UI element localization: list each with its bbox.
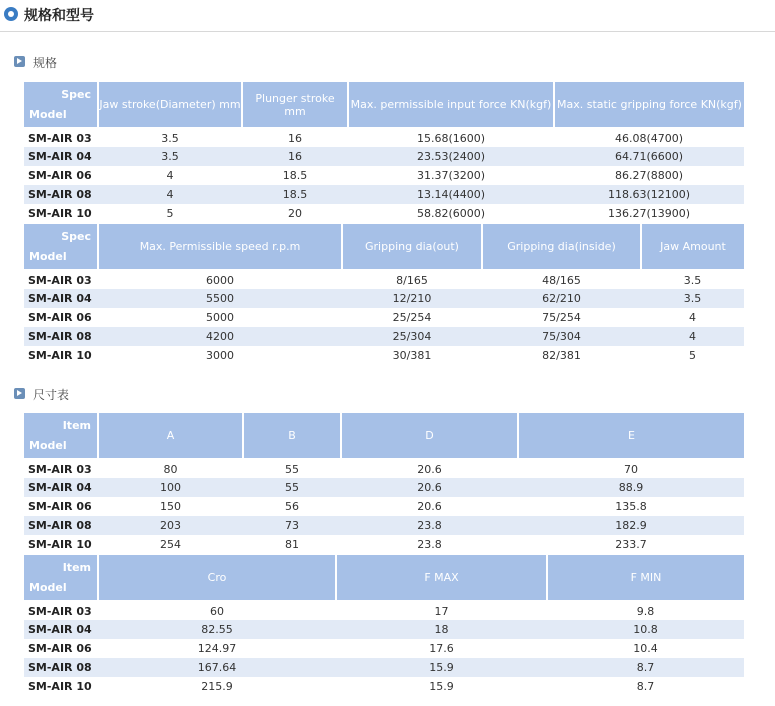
model-cell: SM-AIR 08 [24,327,98,346]
value-cell: 15.68(1600) [416,131,486,145]
value-cell: 23.53(2400) [348,147,554,166]
value-cell: 16 [242,147,348,166]
value-cell: 81 [285,538,299,551]
value-cell: 18 [336,620,547,639]
section-spec-label: 规格 [33,56,58,70]
value-cell: 23.8 [341,516,518,535]
corner-bottom-label: Model [29,250,67,263]
corner-top-label: Spec [61,88,91,101]
dimension-table-1 [24,413,744,554]
model-cell: SM-AIR 10 [28,207,92,220]
value-cell: 135.8 [615,500,647,513]
arrow-bullet-icon [14,388,25,399]
value-cell: 4 [689,311,696,324]
value-cell: 55 [243,478,341,497]
model-cell: SM-AIR 04 [24,147,98,166]
value-cell: 58.82(6000) [416,207,486,220]
model-cell: SM-AIR 03 [28,273,92,287]
column-header: Max. permissible input force KN(kgf) [348,82,554,128]
corner-bottom-label: Model [29,581,67,594]
spec-table-2 [24,224,744,365]
value-cell: 75/254 [542,311,581,324]
table-header-row [24,555,744,601]
model-cell: SM-AIR 10 [28,349,92,362]
column-header: Max. Permissible speed r.p.m [98,224,342,270]
value-cell: 20.6 [417,500,442,513]
value-cell: 182.9 [518,516,744,535]
corner-cell [24,224,98,270]
value-cell: 100 [98,478,243,497]
value-cell: 48/165 [542,273,581,287]
value-cell: 73 [243,516,341,535]
value-cell: 3000 [206,349,234,362]
value-cell: 55 [285,462,299,476]
model-cell: SM-AIR 03 [28,604,92,618]
table-row [24,535,744,554]
corner-cell [24,555,98,601]
column-header: Gripping dia(inside) [482,224,641,270]
table-row [24,204,744,223]
column-header: A [98,413,243,459]
value-cell: 4200 [98,327,342,346]
table-row [24,327,744,346]
table-row [24,459,744,478]
value-cell: 3.5 [683,273,702,287]
table-row [24,658,744,677]
model-cell: SM-AIR 10 [28,680,92,693]
value-cell: 10.8 [547,620,744,639]
corner-top-label: Spec [61,230,91,243]
column-header: Gripping dia(out) [342,224,482,270]
value-cell: 3.5 [641,289,744,308]
model-cell: SM-AIR 06 [28,642,92,655]
model-cell: SM-AIR 04 [24,478,98,497]
table-header-row [24,413,744,459]
table-row [24,478,744,497]
value-cell: 16 [288,131,302,145]
value-cell: 124.97 [197,642,237,655]
table-row [24,128,744,147]
value-cell: 82/381 [542,349,581,362]
table-row [24,497,744,516]
model-cell: SM-AIR 06 [28,169,92,182]
value-cell: 80 [163,462,178,476]
column-header: D [341,413,518,459]
table-row [24,289,744,308]
value-cell: 4 [641,327,744,346]
model-cell: SM-AIR 08 [24,185,98,204]
value-cell: 150 [160,500,181,513]
value-cell: 254 [160,538,181,551]
spec-table-1 [24,82,744,223]
value-cell: 18.5 [282,169,308,182]
page-header [0,0,775,32]
value-cell: 75/304 [482,327,641,346]
value-cell: 9.8 [636,604,655,618]
model-cell: SM-AIR 06 [28,500,92,513]
column-header: Max. static gripping force KN(kgf) [554,82,744,128]
value-cell: 15.9 [336,658,547,677]
table-row [24,147,744,166]
value-cell: 88.9 [518,478,744,497]
table-row [24,639,744,658]
value-cell: 5500 [98,289,342,308]
value-cell: 20.6 [341,478,518,497]
value-cell: 10.4 [633,642,658,655]
value-cell: 8.7 [547,658,744,677]
table-row [24,308,744,327]
value-cell: 17 [434,604,449,618]
table-header-row [24,82,744,128]
value-cell: 82.55 [98,620,336,639]
model-cell: SM-AIR 03 [28,131,92,145]
corner-bottom-label: Model [29,439,67,452]
table-row [24,270,744,289]
column-header: B [243,413,341,459]
value-cell: 86.27(8800) [614,169,684,182]
value-cell: 5000 [206,311,234,324]
value-cell: 3.5 [161,131,179,145]
column-header: Plunger stroke mm [242,82,348,128]
table-row [24,185,744,204]
value-cell: 25/304 [342,327,482,346]
value-cell: 5 [166,207,174,220]
corner-bottom-label: Model [29,108,67,121]
value-cell: 17.6 [429,642,454,655]
arrow-bullet-icon [14,56,25,67]
value-cell: 8.7 [636,680,655,693]
column-header: Jaw Amount [641,224,744,270]
corner-top-label: Item [62,419,91,432]
value-cell: 64.71(6600) [554,147,744,166]
column-header: E [518,413,744,459]
value-cell: 118.63(12100) [554,185,744,204]
corner-top-label: Item [62,561,91,574]
value-cell: 215.9 [201,680,233,693]
circle-bullet-icon [4,7,18,21]
page-title: 规格和型号 [24,8,94,24]
dimension-table-2 [24,555,744,696]
model-cell: SM-AIR 08 [24,658,98,677]
corner-cell [24,82,98,128]
column-header: Cro [98,555,336,601]
corner-cell [24,413,98,459]
value-cell: 18.5 [242,185,348,204]
value-cell: 15.9 [429,680,454,693]
value-cell: 56 [285,500,299,513]
value-cell: 25/254 [392,311,432,324]
model-cell: SM-AIR 06 [28,311,92,324]
value-cell: 46.08(4700) [614,131,684,145]
value-cell: 62/210 [482,289,641,308]
value-cell: 70 [624,462,638,476]
value-cell: 4 [98,185,242,204]
value-cell: 203 [98,516,243,535]
value-cell: 8/165 [396,273,428,287]
value-cell: 20 [288,207,302,220]
column-header: Jaw stroke(Diameter) mm [98,82,242,128]
value-cell: 30/381 [392,349,432,362]
value-cell: 136.27(13900) [607,207,691,220]
table-row [24,601,744,620]
model-cell: SM-AIR 08 [24,516,98,535]
table-row [24,620,744,639]
value-cell: 60 [210,604,224,618]
column-header: F MIN [547,555,744,601]
table-row [24,516,744,535]
value-cell: 23.8 [417,538,442,551]
value-cell: 12/210 [342,289,482,308]
value-cell: 167.64 [98,658,336,677]
table-row [24,166,744,185]
model-cell: SM-AIR 04 [24,289,98,308]
table-row [24,677,744,696]
value-cell: 6000 [206,273,234,287]
column-header: F MAX [336,555,547,601]
model-cell: SM-AIR 04 [24,620,98,639]
model-cell: SM-AIR 10 [28,538,92,551]
value-cell: 233.7 [615,538,647,551]
value-cell: 20.6 [417,462,442,476]
table-header-row [24,224,744,270]
model-cell: SM-AIR 03 [28,462,92,476]
value-cell: 4 [166,169,174,182]
value-cell: 31.37(3200) [416,169,486,182]
value-cell: 13.14(4400) [348,185,554,204]
section-dims-label: 尺寸表 [33,388,70,402]
value-cell: 5 [689,349,696,362]
table-row [24,346,744,365]
value-cell: 3.5 [98,147,242,166]
